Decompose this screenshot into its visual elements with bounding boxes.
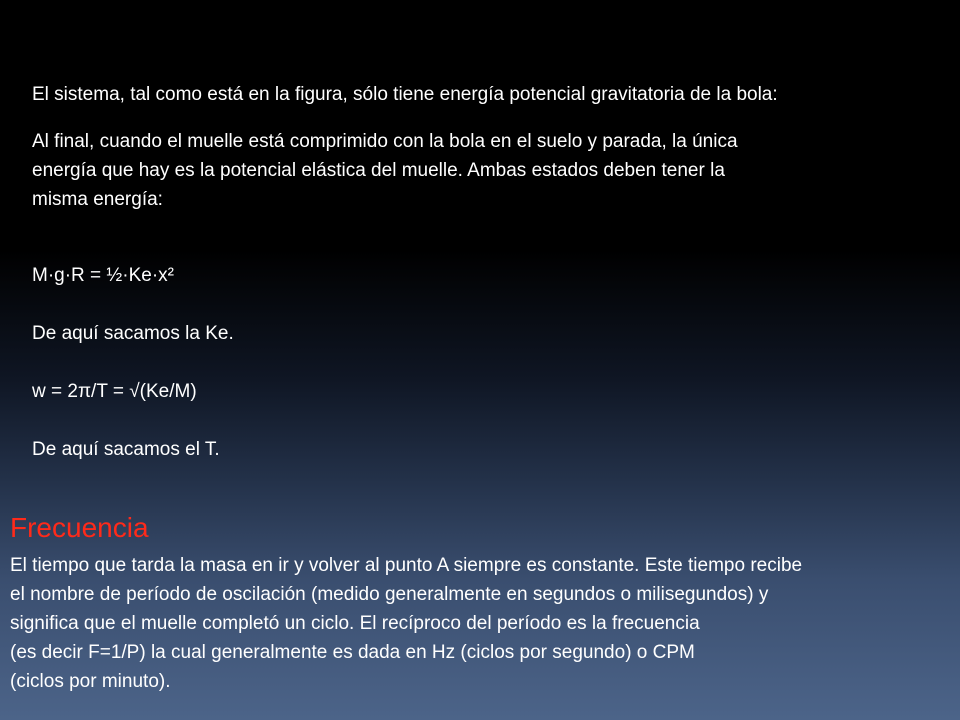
intro-paragraph: El sistema, tal como está en la figura, sólo tiene energía potencial gravitatoria de la bola:	[32, 84, 778, 105]
energy-equation: M·g·R = ½·Ke·x²	[32, 265, 174, 286]
t-note: De aquí sacamos el T.	[32, 439, 220, 460]
frecuencia-line-3: significa que el muelle completó un ciclo. El recíproco del período es la frecuencia	[10, 613, 700, 634]
spacer	[32, 290, 932, 319]
frecuencia-line-2: el nombre de período de oscilación (medido generalmente en segundos o milisegundos) y	[10, 584, 769, 605]
spacer	[32, 406, 932, 435]
ke-note: De aquí sacamos la Ke.	[32, 323, 234, 344]
omega-equation: w = 2π/T = √(Ke/M)	[32, 381, 197, 402]
frecuencia-line-1: El tiempo que tarda la masa en ir y volver al punto A siempre es constante. Este tiempo recibe	[10, 555, 803, 576]
final-state-line-2: energía que hay es la potencial elástica del muelle. Ambas estados deben tener la	[32, 160, 725, 181]
spacer	[32, 109, 932, 127]
final-state-line-3: misma energía:	[32, 189, 163, 210]
energy-explanation	[32, 80, 932, 464]
frecuencia-line-4: (es decir F=1/P) la cual generalmente es dada en Hz (ciclos por segundo) o CPM	[10, 642, 695, 663]
frecuencia-heading: Frecuencia	[10, 512, 149, 543]
frecuencia-line-5: (ciclos por minuto).	[10, 671, 171, 692]
final-state-line-1: Al final, cuando el muelle está comprimido con la bola en el suelo y parada, la única	[32, 131, 738, 152]
spacer	[32, 348, 932, 377]
frecuencia-paragraph	[10, 551, 950, 696]
spacer	[32, 214, 932, 261]
